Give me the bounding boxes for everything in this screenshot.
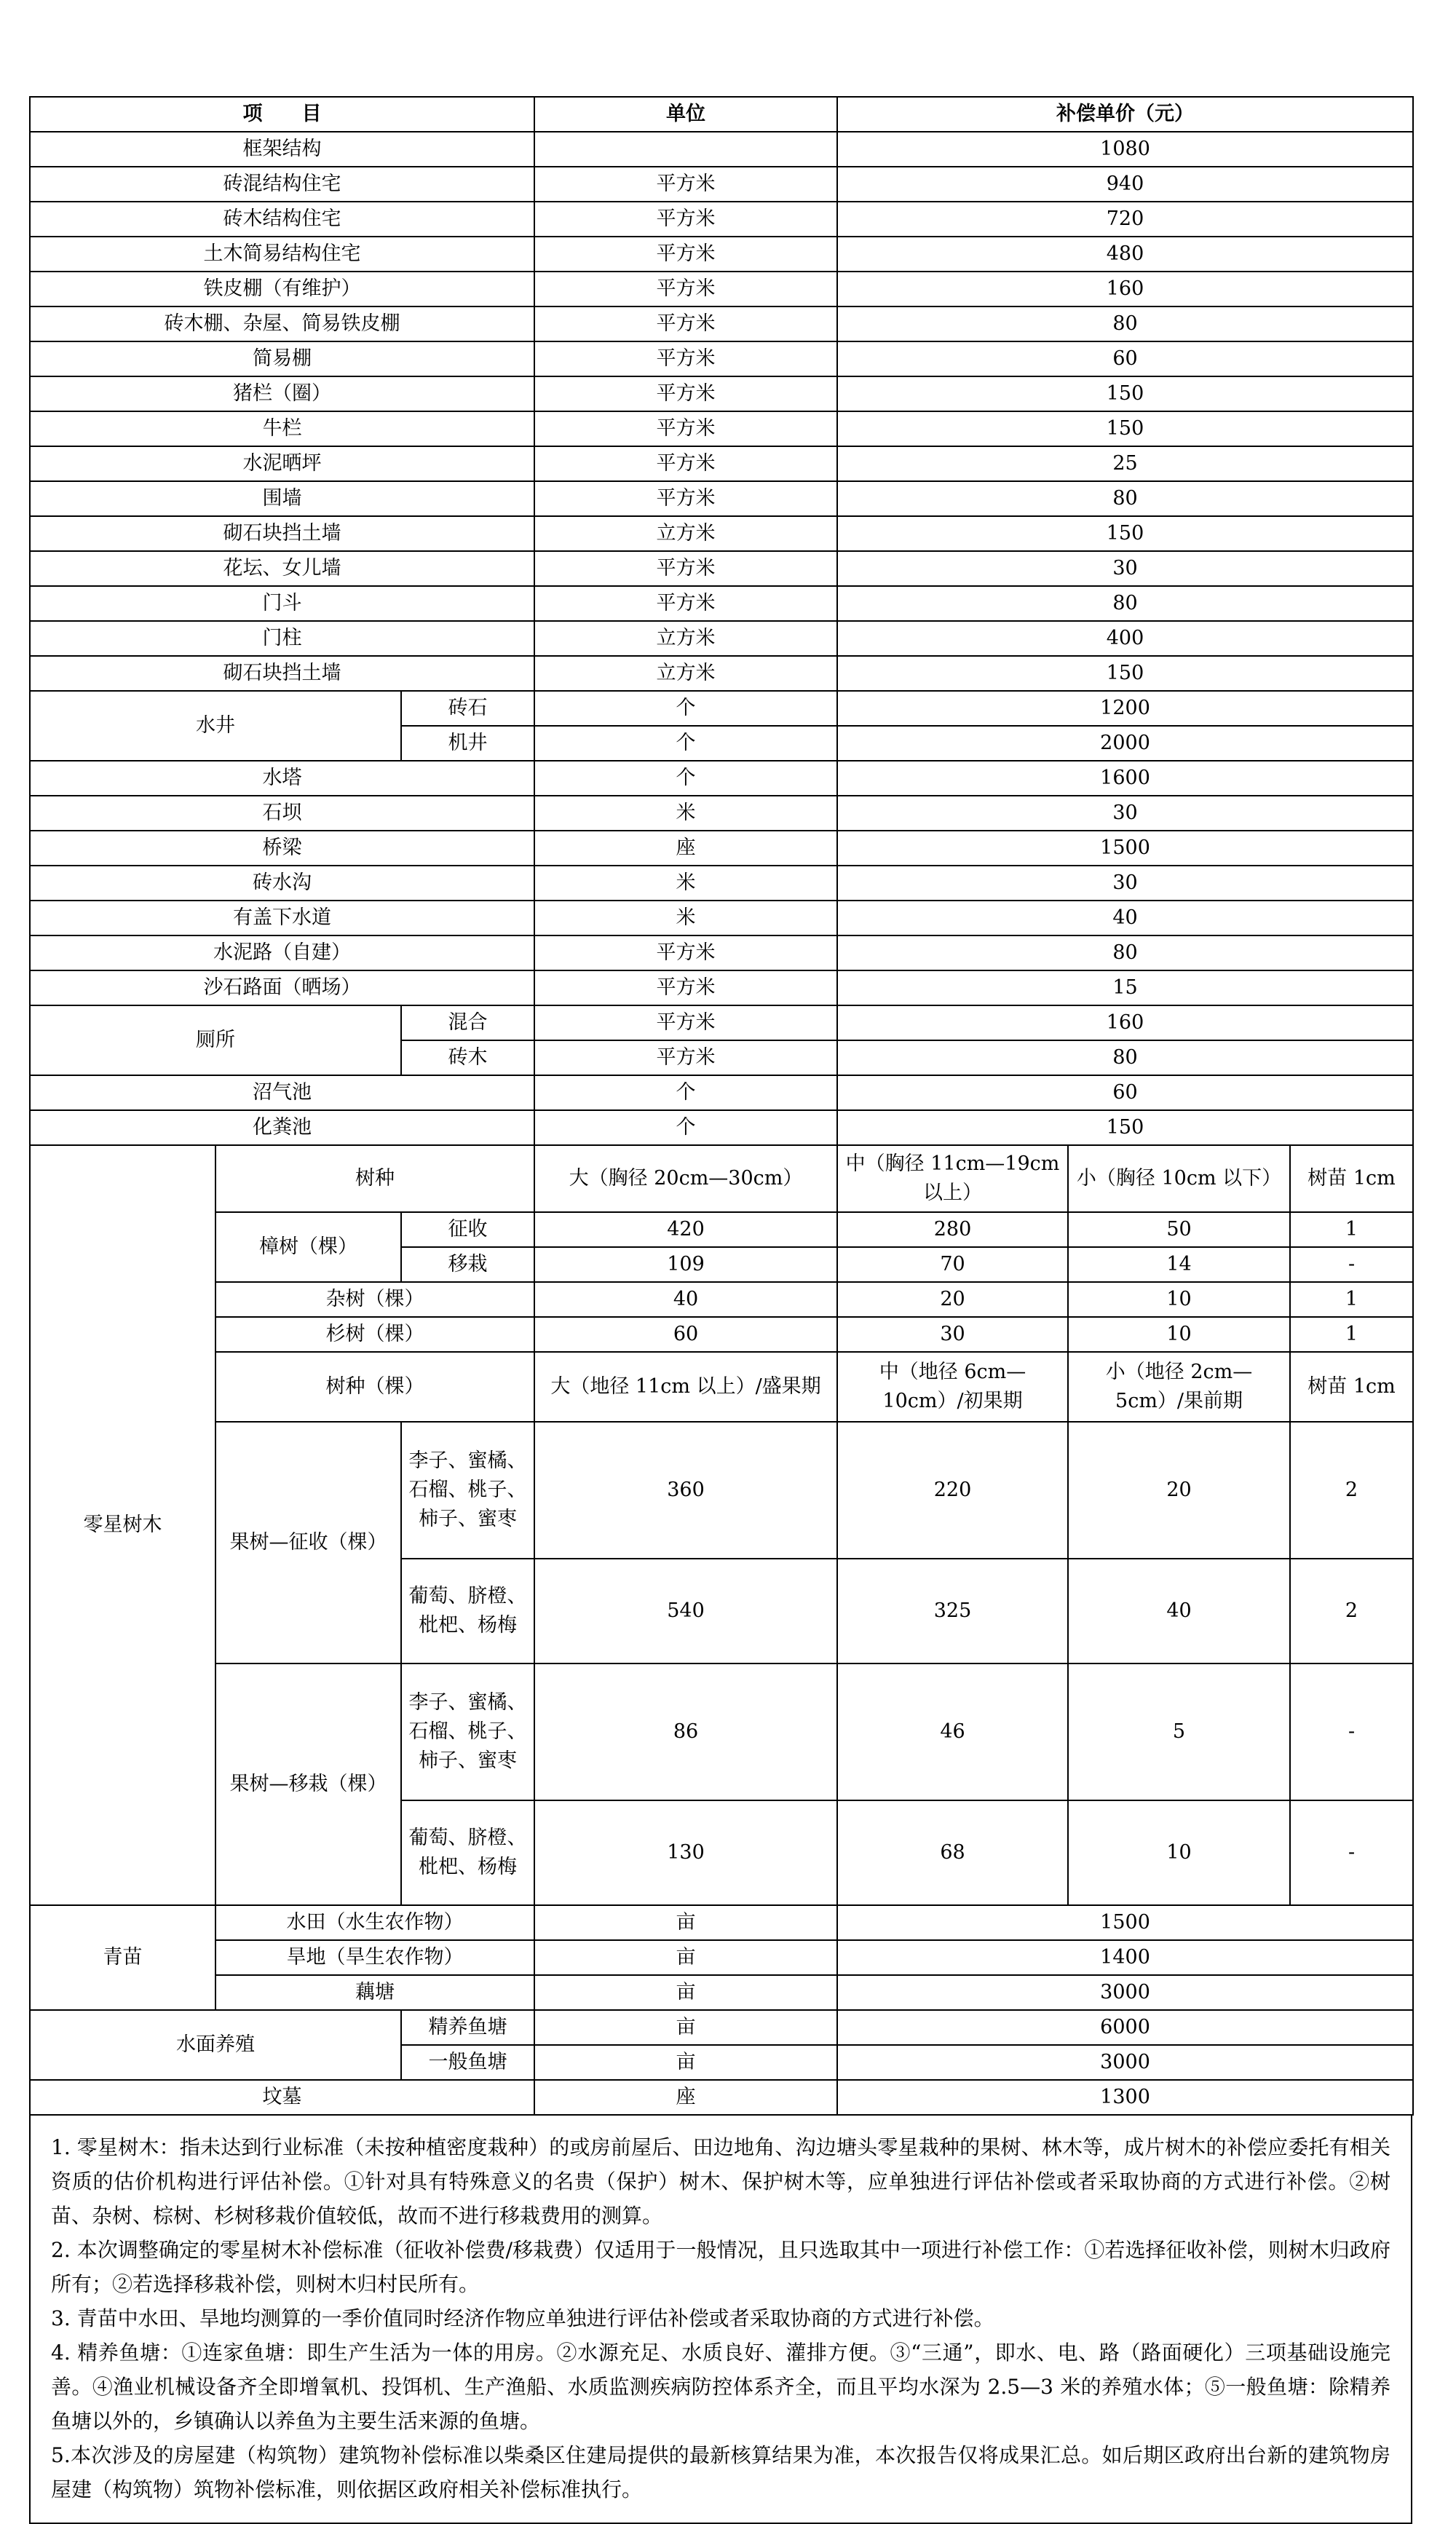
table-row	[30, 446, 1413, 481]
item-price: 480	[837, 237, 1413, 272]
well-section	[30, 691, 1413, 761]
camphor-medium: 70	[837, 1247, 1068, 1282]
fruit-header-species: 树种（棵）	[215, 1352, 534, 1422]
camphor-small: 14	[1068, 1247, 1290, 1282]
grave-name: 坟墓	[30, 2080, 534, 2115]
table-row	[30, 2010, 1413, 2045]
grave-section	[30, 2080, 1413, 2115]
item-name: 沙石路面（晒场）	[30, 970, 534, 1005]
item-name: 沼气池	[30, 1075, 534, 1110]
fruit-collect-sub: 葡萄、脐橙、枇杷、杨梅	[401, 1559, 534, 1663]
crop-price: 1400	[837, 1940, 1413, 1975]
item-unit: 立方米	[534, 516, 837, 551]
table-row	[30, 1005, 1413, 1040]
crop-name: 藕塘	[215, 1975, 534, 2010]
misc-tree-medium: 20	[837, 1282, 1068, 1317]
item-name: 铁皮棚（有维护）	[30, 272, 534, 306]
fruit-transplant-sub: 葡萄、脐橙、枇杷、杨梅	[401, 1800, 534, 1905]
fruit-header-large: 大（地径 11cm 以上）/盛果期	[534, 1352, 837, 1422]
item-price: 30	[837, 796, 1413, 831]
fruit-transplant-large: 130	[534, 1800, 837, 1905]
camphor-seedling: 1	[1290, 1212, 1413, 1247]
well-price: 1200	[837, 691, 1413, 726]
table-row	[30, 866, 1413, 901]
grave-unit: 座	[534, 2080, 837, 2115]
fruit-transplant-medium: 46	[837, 1663, 1068, 1800]
toilet-unit: 平方米	[534, 1005, 837, 1040]
table-row	[30, 656, 1413, 691]
item-name: 砌石块挡土墙	[30, 516, 534, 551]
item-unit: 平方米	[534, 970, 837, 1005]
item-name: 框架结构	[30, 132, 534, 167]
item-unit: 立方米	[534, 621, 837, 656]
table-row	[30, 2080, 1413, 2115]
aquaculture-sub: 一般鱼塘	[401, 2045, 534, 2080]
well-name: 水井	[30, 691, 401, 761]
item-name: 门斗	[30, 586, 534, 621]
item-price: 80	[837, 935, 1413, 970]
item-price: 940	[837, 167, 1413, 202]
camphor-large: 109	[534, 1247, 837, 1282]
header-price: 补偿单价（元）	[837, 97, 1413, 132]
item-unit: 平方米	[534, 586, 837, 621]
fruit-collect-medium: 325	[837, 1559, 1068, 1663]
crop-unit: 亩	[534, 1905, 837, 1940]
item-price: 1500	[837, 831, 1413, 866]
well-sub: 机井	[401, 726, 534, 761]
table-row	[30, 272, 1413, 306]
camphor-name: 樟树（棵）	[215, 1212, 401, 1282]
item-price: 80	[837, 306, 1413, 341]
facilities-section-2	[30, 1075, 1413, 1145]
fir-tree-medium: 30	[837, 1317, 1068, 1352]
item-unit: 平方米	[534, 411, 837, 446]
table-row	[30, 831, 1413, 866]
table-row	[30, 796, 1413, 831]
trees-group-label: 零星树木	[30, 1145, 215, 1905]
toilet-sub: 混合	[401, 1005, 534, 1040]
trees-header-species: 树种	[215, 1145, 534, 1212]
fruit-header-row	[30, 1352, 1413, 1422]
item-unit: 平方米	[534, 341, 837, 376]
note-paragraph: 4. 精养鱼塘：①连家鱼塘：即生产生活为一体的用房。②水源充足、水质良好、灌排方便。③“三通”，即水、电、路（路面硬化）三项基础设施完善。④渔业机械设备齐全即增氧机、投饵机、生产渔船、水质监测疾病防控体系齐全，而且平均水深为 2.5—3 米的养殖水体；⑤一般鱼塘：除精养鱼塘以外的，乡镇确认以养鱼为主要生活来源的鱼塘。	[51, 2341, 1390, 2433]
table-row	[30, 411, 1413, 446]
item-unit: 平方米	[534, 202, 837, 237]
item-name: 砌石块挡土墙	[30, 656, 534, 691]
item-unit: 个	[534, 761, 837, 796]
table-row	[30, 202, 1413, 237]
item-name: 砖水沟	[30, 866, 534, 901]
item-name: 石坝	[30, 796, 534, 831]
table-row	[30, 1317, 1413, 1352]
structures-section	[30, 132, 1413, 691]
trees-header-small: 小（胸径 10cm 以下）	[1068, 1145, 1290, 1212]
item-name: 牛栏	[30, 411, 534, 446]
note-paragraph: 5.本次涉及的房屋建（构筑物）建筑物补偿标准以柴桑区住建局提供的最新核算结果为准，本次报告仅将成果汇总。如后期区政府出台新的建筑物房屋建（构筑物）筑物补偿标准，则依据区政府相关补偿标准执行。	[51, 2443, 1390, 2501]
misc-tree-large: 40	[534, 1282, 837, 1317]
table-row	[30, 935, 1413, 970]
item-unit: 座	[534, 831, 837, 866]
fruit-collect-name: 果树—征收（棵）	[215, 1422, 401, 1663]
misc-tree-name: 杂树（棵）	[215, 1282, 534, 1317]
fruit-header-seedling: 树苗 1cm	[1290, 1352, 1413, 1422]
fruit-transplant-name: 果树—移栽（棵）	[215, 1663, 401, 1905]
item-price: 150	[837, 516, 1413, 551]
item-unit: 平方米	[534, 272, 837, 306]
table-row	[30, 1110, 1413, 1145]
item-unit	[534, 132, 837, 167]
trees-header-row	[30, 1145, 1413, 1212]
misc-tree-small: 10	[1068, 1282, 1290, 1317]
item-name: 砖木棚、杂屋、简易铁皮棚	[30, 306, 534, 341]
fruit-transplant-seedling: -	[1290, 1800, 1413, 1905]
item-name: 门柱	[30, 621, 534, 656]
crops-section	[30, 1905, 1413, 2010]
fruit-transplant-sub: 李子、蜜橘、石榴、桃子、柿子、蜜枣	[401, 1663, 534, 1800]
item-price: 400	[837, 621, 1413, 656]
table-row	[30, 306, 1413, 341]
item-price: 30	[837, 551, 1413, 586]
item-unit: 平方米	[534, 167, 837, 202]
note-paragraph: 1. 零星树木：指未达到行业标准（未按种植密度栽种）的或房前屋后、田边地角、沟边塘头零星栽种的果树、林木等，成片树木的补偿应委托有相关资质的估价机构进行评估补偿。①针对具有特殊意义的名贵（保护）树木、保护树木等，应单独进行评估补偿或者采取协商的方式进行补偿。②树苗、杂树、棕树、杉树移栽价值较低，故而不进行移栽费用的测算。	[51, 2135, 1390, 2228]
item-price: 160	[837, 272, 1413, 306]
header-item: 项 目	[30, 97, 534, 132]
fruit-collect-seedling: 2	[1290, 1422, 1413, 1559]
fruit-collect-large: 360	[534, 1422, 837, 1559]
item-price: 150	[837, 376, 1413, 411]
table-row	[30, 132, 1413, 167]
camphor-seedling: -	[1290, 1247, 1413, 1282]
item-unit: 平方米	[534, 481, 837, 516]
item-name: 花坛、女儿墙	[30, 551, 534, 586]
table-row	[30, 1075, 1413, 1110]
table-row	[30, 167, 1413, 202]
fruit-transplant-medium: 68	[837, 1800, 1068, 1905]
item-price: 30	[837, 866, 1413, 901]
fruit-transplant-small: 5	[1068, 1663, 1290, 1800]
item-unit: 米	[534, 901, 837, 935]
fruit-header-medium: 中（地径 6cm—10cm）/初果期	[837, 1352, 1068, 1422]
table-row	[30, 237, 1413, 272]
trees-header-seedling: 树苗 1cm	[1290, 1145, 1413, 1212]
fir-tree-name: 杉树（棵）	[215, 1317, 534, 1352]
item-price: 150	[837, 656, 1413, 691]
table-row	[30, 1282, 1413, 1317]
item-price: 60	[837, 1075, 1413, 1110]
item-price: 25	[837, 446, 1413, 481]
item-unit: 米	[534, 796, 837, 831]
fruit-collect-small: 40	[1068, 1559, 1290, 1663]
trees-header-medium: 中（胸径 11cm—19cm 以上）	[837, 1145, 1068, 1212]
item-unit: 个	[534, 1110, 837, 1145]
fruit-collect-medium: 220	[837, 1422, 1068, 1559]
item-unit: 平方米	[534, 935, 837, 970]
trees-header-large: 大（胸径 20cm—30cm）	[534, 1145, 837, 1212]
facilities-section	[30, 761, 1413, 1005]
misc-tree-seedling: 1	[1290, 1282, 1413, 1317]
notes-section	[29, 2116, 1412, 2524]
well-price: 2000	[837, 726, 1413, 761]
fir-tree-large: 60	[534, 1317, 837, 1352]
item-unit: 平方米	[534, 446, 837, 481]
item-name: 简易棚	[30, 341, 534, 376]
item-price: 1600	[837, 761, 1413, 796]
camphor-medium: 280	[837, 1212, 1068, 1247]
item-price: 80	[837, 586, 1413, 621]
toilet-price: 80	[837, 1040, 1413, 1075]
item-price: 150	[837, 411, 1413, 446]
toilet-price: 160	[837, 1005, 1413, 1040]
item-name: 土木简易结构住宅	[30, 237, 534, 272]
aquaculture-price: 3000	[837, 2045, 1413, 2080]
table-row	[30, 586, 1413, 621]
fir-tree-small: 10	[1068, 1317, 1290, 1352]
item-name: 桥梁	[30, 831, 534, 866]
fir-tree-seedling: 1	[1290, 1317, 1413, 1352]
item-unit: 米	[534, 866, 837, 901]
crop-name: 旱地（旱生农作物）	[215, 1940, 534, 1975]
compensation-document	[29, 96, 1412, 2524]
item-name: 水塔	[30, 761, 534, 796]
compensation-table	[29, 96, 1414, 2116]
item-name: 砖木结构住宅	[30, 202, 534, 237]
crop-unit: 亩	[534, 1975, 837, 2010]
fruit-collect-large: 540	[534, 1559, 837, 1663]
item-price: 80	[837, 481, 1413, 516]
table-row	[30, 901, 1413, 935]
item-price: 150	[837, 1110, 1413, 1145]
header-unit: 单位	[534, 97, 837, 132]
item-name: 猪栏（圈）	[30, 376, 534, 411]
fruit-collect-small: 20	[1068, 1422, 1290, 1559]
crop-price: 1500	[837, 1905, 1413, 1940]
table-row	[30, 341, 1413, 376]
toilet-unit: 平方米	[534, 1040, 837, 1075]
table-row	[30, 621, 1413, 656]
item-name: 围墙	[30, 481, 534, 516]
note-paragraph: 2. 本次调整确定的零星树木补偿标准（征收补偿费/移栽费）仅适用于一般情况，且只选取其中一项进行补偿工作：①若选择征收补偿，则树木归政府所有；②若选择移栽补偿，则树木归村民所有。	[51, 2238, 1390, 2296]
item-name: 化粪池	[30, 1110, 534, 1145]
item-price: 1080	[837, 132, 1413, 167]
table-row	[30, 1212, 1413, 1247]
camphor-large: 420	[534, 1212, 837, 1247]
item-unit: 立方米	[534, 656, 837, 691]
item-unit: 平方米	[534, 376, 837, 411]
aquaculture-unit: 亩	[534, 2010, 837, 2045]
item-unit: 平方米	[534, 551, 837, 586]
table-row	[30, 1422, 1413, 1559]
table-row	[30, 551, 1413, 586]
table-row	[30, 1975, 1413, 2010]
item-price: 40	[837, 901, 1413, 935]
header-row	[30, 97, 1413, 132]
fruit-transplant-small: 10	[1068, 1800, 1290, 1905]
item-unit: 平方米	[534, 237, 837, 272]
table-row	[30, 376, 1413, 411]
fruit-transplant-seedling: -	[1290, 1663, 1413, 1800]
table-row	[30, 691, 1413, 726]
item-unit: 平方米	[534, 306, 837, 341]
trees-section	[30, 1145, 1413, 1905]
camphor-small: 50	[1068, 1212, 1290, 1247]
fruit-collect-sub: 李子、蜜橘、石榴、桃子、柿子、蜜枣	[401, 1422, 534, 1559]
item-name: 有盖下水道	[30, 901, 534, 935]
table-row	[30, 1663, 1413, 1800]
toilet-name: 厕所	[30, 1005, 401, 1075]
table-row	[30, 761, 1413, 796]
well-unit: 个	[534, 726, 837, 761]
table-row	[30, 516, 1413, 551]
crop-unit: 亩	[534, 1940, 837, 1975]
table-row	[30, 970, 1413, 1005]
well-sub: 砖石	[401, 691, 534, 726]
item-price: 60	[837, 341, 1413, 376]
aquaculture-price: 6000	[837, 2010, 1413, 2045]
item-name: 砖混结构住宅	[30, 167, 534, 202]
table-row	[30, 1905, 1413, 1940]
aquaculture-sub: 精养鱼塘	[401, 2010, 534, 2045]
item-name: 水泥路（自建）	[30, 935, 534, 970]
table-row	[30, 481, 1413, 516]
fruit-transplant-large: 86	[534, 1663, 837, 1800]
item-unit: 个	[534, 1075, 837, 1110]
aquaculture-unit: 亩	[534, 2045, 837, 2080]
aquaculture-name: 水面养殖	[30, 2010, 401, 2080]
crop-price: 3000	[837, 1975, 1413, 2010]
note-paragraph: 3. 青苗中水田、旱地均测算的一季价值同时经济作物应单独进行评估补偿或者采取协商的方式进行补偿。	[51, 2306, 994, 2330]
fruit-header-small: 小（地径 2cm—5cm）/果前期	[1068, 1352, 1290, 1422]
item-price: 720	[837, 202, 1413, 237]
crop-name: 水田（水生农作物）	[215, 1905, 534, 1940]
camphor-sub: 移栽	[401, 1247, 534, 1282]
grave-price: 1300	[837, 2080, 1413, 2115]
camphor-sub: 征收	[401, 1212, 534, 1247]
item-price: 15	[837, 970, 1413, 1005]
fruit-collect-seedling: 2	[1290, 1559, 1413, 1663]
item-name: 水泥晒坪	[30, 446, 534, 481]
toilet-section	[30, 1005, 1413, 1075]
crops-group-label: 青苗	[30, 1905, 215, 2010]
well-unit: 个	[534, 691, 837, 726]
table-row	[30, 1940, 1413, 1975]
aquaculture-section	[30, 2010, 1413, 2080]
toilet-sub: 砖木	[401, 1040, 534, 1075]
